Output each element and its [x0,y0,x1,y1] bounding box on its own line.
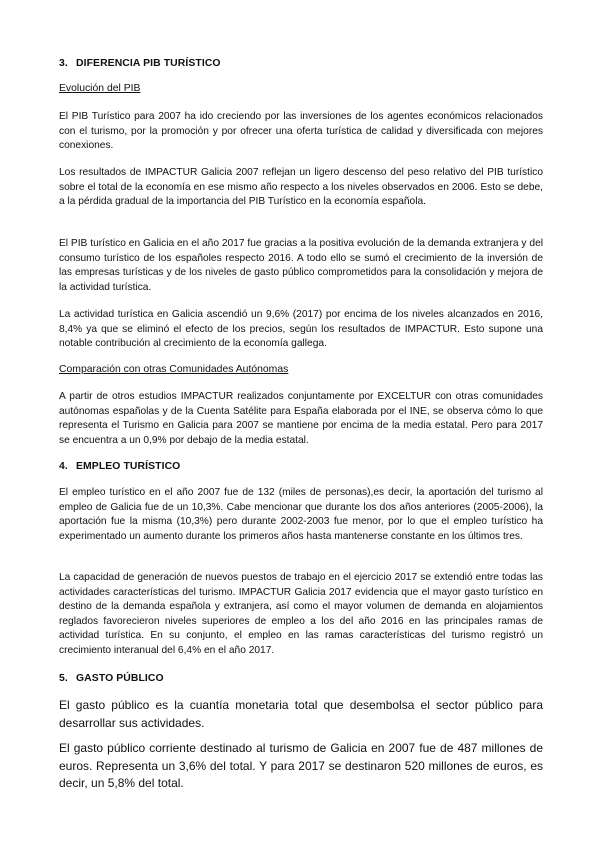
subheading-comparacion: Comparación con otras Comunidades Autónomas [59,364,289,375]
paragraph: El PIB Turístico para 2007 ha ido creciendo por las inversiones de los agentes económicos relacionados con el turismo, por la promoción y por ofrecer una oferta turística de calidad y diversificada con mejores conexiones. [59,111,543,152]
paragraph: La actividad turística en Galicia ascendió un 9,6% (2017) por encima de los niveles alcanzados en 2016, 8,4% ya que se eliminó el efecto de los precios, según los resultados de IMPACTUR. Esto supone una notable contribución al crecimiento de la economía gallega. [59,309,543,350]
subheading-evolucion-pib: Evolución del PIB [59,83,141,94]
paragraph: La capacidad de generación de nuevos puestos de trabajo en el ejercicio 2017 se extendió entre todas las actividades características del turismo. IMPACTUR Galicia 2017 evidencia que el mayor gasto turístico en destino de la demanda española y extranjera, así como el mayor volumen de demanda en alojamientos reglados favorecieron niveles superiores de empleo a los del año 2016 en las principales ramas de actividad turística. En su conjunto, el empleo en las ramas características del turismo registró un crecimiento interanual del 6,4% en el año 2017. [59,572,543,656]
paragraph: El gasto público es la cuantía monetaria total que desembolsa el sector público para desarrollar sus actividades. [59,698,543,730]
paragraph: El empleo turístico en el año 2007 fue de 132 (miles de personas),es decir, la aportación del turismo al empleo de Galicia fue de un 10,3%. Cabe mencionar que durante los dos años anteriores (2005-2006), la aportación fue la misma (10,3%) pero durante 2002-2003 fue menor, por lo que el empleo turístico ha experimentado un aumento durante los primeros años hasta mantenerse constante en los últimos tres. [59,487,543,542]
section-heading-pib: 3. DIFERENCIA PIB TURÍSTICO [59,58,221,69]
paragraph: El gasto público corriente destinado al turismo de Galicia en 2007 fue de 487 millones de euros. Representa un 3,6% del total. Y para 2017 se destinaron 520 millones de euros, es decir, un 5,8% del total. [59,741,543,790]
paragraph: Los resultados de IMPACTUR Galicia 2007 reflejan un ligero descenso del peso relativo del PIB turístico sobre el total de la economía en ese mismo año respecto a los niveles observados en 2006. Esto se debe, a la pérdida gradual de la importancia del PIB Turístico en la economía española. [59,167,543,208]
section-heading-gasto: 5. GASTO PÚBLICO [59,673,164,684]
paragraph: El PIB turístico en Galicia en el año 2017 fue gracias a la positiva evolución de la demanda extranjera y del consumo turístico de los españoles respecto 2016. A todo ello se sumó el crecimiento de la inversión de las empresas turísticas y de los niveles de gasto público comprometidos para la consolidación y mejora de la actividad turística. [59,238,543,293]
paragraph: A partir de otros estudios IMPACTUR realizados conjuntamente por EXCELTUR con otras comunidades autónomas españolas y de la Cuenta Satélite para España elaborada por el INE, se observa cómo lo que representa el Turismo en Galicia para 2007 se mantiene por encima de la media estatal. Pero para 2017 se encuentra a un 0,9% por debajo de la media estatal. [59,391,543,446]
section-heading-empleo: 4. EMPLEO TURÍSTICO [59,461,181,472]
